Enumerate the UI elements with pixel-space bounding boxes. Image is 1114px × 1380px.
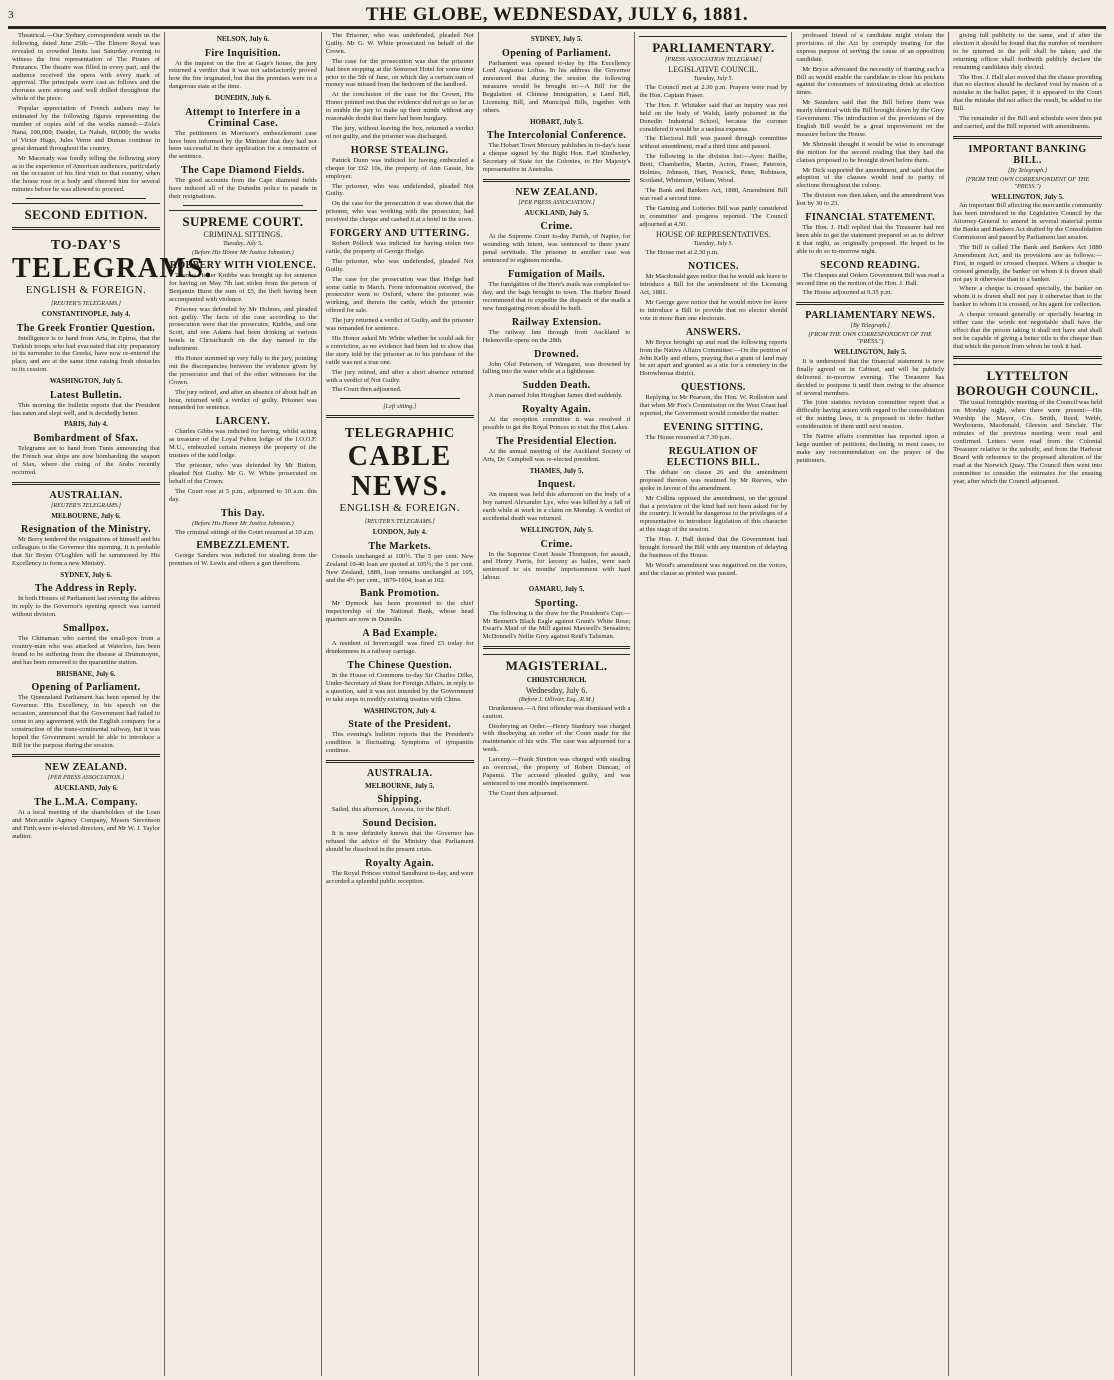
section-heading: FINANCIAL STATEMENT. xyxy=(805,212,936,224)
masthead xyxy=(8,4,1106,28)
article-paragraph: The jury returned a verdict of Guilty, and the prisoner was remanded for sentence. xyxy=(325,317,474,333)
page-number: 3 xyxy=(8,9,14,21)
article-paragraph: Mr Bryce brought up and read the following reports from the Native Affairs Committee:—On the petition of John Kelly and others, praying that a grant of land may be set apart and granted as a site for a cemetery in the Horowhenua district. xyxy=(639,338,788,378)
article-paragraph: The House resumed at 7.30 p.m. xyxy=(645,434,732,441)
article-paragraph: The prisoner, who was undefended, pleaded Not Guilty. xyxy=(325,182,474,198)
separator-rule xyxy=(340,398,460,399)
section-heading: Smallpox. xyxy=(62,622,110,634)
column-4 xyxy=(479,32,636,1376)
article-paragraph: His Honor summed up very fully to the jury, pointing out the discrepancies between the evidence given by the prosecutor and that of the other witnesses for the Crown. xyxy=(169,355,317,386)
section-title: SUPREME COURT. xyxy=(169,210,317,229)
article-paragraph: The Bill is called The Bank and Bankers Act 1880 Amendment Act, and its provisions are as follows:—First, in regard to crossed cheques. Where a cheque is crossed generally, the banker on whom it is drawn shall not pay it otherwise than to a banker. xyxy=(953,243,1102,283)
section-heading: Attempt to Interfere in a Criminal Case. xyxy=(185,106,301,129)
section-heading: The Greek Frontier Question. xyxy=(16,322,156,334)
double-rule xyxy=(483,646,631,649)
section-heading: Bombardment of Sfax. xyxy=(33,432,139,444)
article-paragraph: The Hon. F. Whitaker said that an inquiry was not held on the body of Walsh, lately poisoned in the Dunedin Industrial School, because the coroner considered it would be a useless expense. xyxy=(639,101,788,133)
article-paragraph: The division was then taken, and the amendment was lost by 30 to 23. xyxy=(796,192,945,208)
double-rule xyxy=(326,760,474,763)
separator-rule xyxy=(183,205,303,206)
article-paragraph: The Chinaman who carried the small-pox from a country-man who was attacked at Waterloo, has been found to be suffering from the disease at Drummoyne, and has been removed to the quarantine station. xyxy=(12,634,160,666)
masthead-rule xyxy=(8,28,1106,29)
article-paragraph: The Court rose at 5 p.m., adjourned to 10 a.m. this day. xyxy=(169,487,317,503)
section-heading: Latest Bulletin. xyxy=(50,389,122,401)
sub-heading: LEGISLATIVE COUNCIL. xyxy=(668,65,759,74)
article-paragraph: Intelligence is to hand from Arta, in Epirus, that the Turkish troops who had evacuated that city preparatory to its surrender to the Greeks, have now re-entered the place, and are at the same time raising fresh obstacles to its cession. xyxy=(12,334,160,374)
article-paragraph: It is now definitely known that the Governor has refused the advice of the Ministry that Parliament should be dissolved in the present crisis. xyxy=(325,830,474,854)
banner-line-1: TO-DAY'S xyxy=(50,238,122,254)
section-heading: AUSTRALIAN. xyxy=(49,489,123,501)
article-paragraph: The case for the prosecution was that the prisoner had been stopping at the Somerset Hotel for some time prior to the 5th of June, on which day a certain sum of money was missed from the bedroom of the landlord. xyxy=(325,57,474,89)
article-paragraph: In both Houses of Parliament last evening the address in reply to the Governor's opening speech was carried without division. xyxy=(12,595,160,619)
section-heading: Royalty Again. xyxy=(365,857,435,869)
article-paragraph: The petitioners in Morrison's embezzlement case have been informed by the Minister that they had not been successful in their application for a remission of the sentence. xyxy=(169,129,317,161)
byline-note: [PER PRESS ASSOCIATION.] xyxy=(47,774,125,782)
dateline: WELLINGTON, July 5. xyxy=(520,526,593,534)
article-paragraph: In the Supreme Court Jessie Thompson, for assault, and Henry Ferris, for larceny as bailee, were each sentenced to six months' imprisonment with hard labour. xyxy=(482,550,631,582)
double-rule xyxy=(12,482,160,485)
article-paragraph: In the House of Commons to-day Sir Charles Dilke, Under-Secretary of State for Foreign Affairs, in reply to a question, said it was not intended by the Government to take steps to modify existing treaties with China. xyxy=(325,672,474,703)
section-heading: Crime. xyxy=(540,538,573,550)
section-heading: NEW ZEALAND. xyxy=(515,186,598,198)
article-paragraph: At the annual meeting of the Auckland Society of Arts, Dr. Campbell was re-elected president. xyxy=(482,448,631,463)
section-heading: Opening of Parliament. xyxy=(502,47,612,59)
article-paragraph: The Cheques and Orders Government Bill was read a second time on the motion of the Hon. J. Hall. xyxy=(796,271,945,287)
rule xyxy=(953,356,1102,359)
article-paragraph: Popular appreciation of French authors may be estimated by the following figures representing the number of copies sold of the works named:—Zola's Nana, 100,000; Daudet, Le Nabab, 60,000; the works of Victor Hugo, Jules Verne and Dumas continue in great demand throughout the country. xyxy=(12,105,160,152)
section-heading: Drowned. xyxy=(534,348,580,360)
section-heading: The Intercolonial Conference. xyxy=(486,130,627,142)
dateline: PARIS, July 4. xyxy=(64,420,108,429)
byline-note: [REUTER'S TELEGRAMS.] xyxy=(50,501,122,509)
article-paragraph: The Hon. J. Hall replied that the Treasurer had not been able to get the statement prepared so as to deliver it that night, as originally proposed. He hoped to be able to do so to-morrow night. xyxy=(796,224,945,255)
article-paragraph: George Sanders was indicted for stealing from the premises of W. Lewis and others a gun therefrom. xyxy=(169,552,317,568)
dateline: HOBART, July 5. xyxy=(530,117,584,126)
section-heading: QUESTIONS. xyxy=(680,382,746,394)
dateline: AUCKLAND, July 5. xyxy=(524,208,589,217)
dateline: WASHINGTON, July 5. xyxy=(49,377,123,386)
article-paragraph: The good accounts from the Cape diamond fields have induced all of the Dunedin police to parade in their resignations. xyxy=(169,177,317,201)
section-heading: This Day. xyxy=(220,507,265,519)
section-heading: The L.M.A. Company. xyxy=(34,796,138,808)
article-paragraph: At the reception committee it was resolved if possible to get the Royal Princes to visit the Hot Lakes. xyxy=(482,416,631,432)
article-paragraph: A man named John Houghan James died suddenly. xyxy=(488,392,623,400)
article-paragraph: Charles Gibbs was indicted for having, whilst acting as treasurer of the Loyal Felton lodge of the I.O.O.F. M.U., embezzled certain moneys the property of the trustees of the said lodge. xyxy=(169,428,317,460)
article-paragraph: The criminal sittings of the Court resumed at 10 a.m. xyxy=(175,528,315,536)
dateline: MELBOURNE, July 5. xyxy=(365,781,435,790)
article-paragraph: The prisoner, who was defended by Mr Button, pleaded Not Guilty. Mr G. W. White prosecuted on behalf of the Crown. xyxy=(169,462,317,485)
column-3 xyxy=(322,32,479,1376)
section-heading: PARLIAMENTARY NEWS. xyxy=(805,310,936,322)
section-heading: Opening of Parliament. xyxy=(31,682,141,694)
byline-note: Tuesday, July 5. xyxy=(693,75,734,82)
dateline: LONDON, July 4. xyxy=(372,528,427,537)
double-rule xyxy=(326,415,474,418)
article-paragraph: Mr Dick supported the amendment, and said that the adoption of the clauses would tend to purity of elections throughout the colony. xyxy=(796,166,945,190)
dateline: MELBOURNE, July 6. xyxy=(51,511,121,520)
double-rule xyxy=(483,179,631,182)
column-2 xyxy=(165,32,322,1376)
dateline: SYDNEY, July 6. xyxy=(60,570,112,579)
article-paragraph: The jury, without leaving the box, returned a verdict of not guilty, and the prisoner was discharged. xyxy=(325,124,474,140)
article-paragraph: Mr Saunders said that the Bill before them was nearly identical with the Bill brought down by the Grey Government. The introduction of the provisions of the English Bill would be a great improvement on the measure before the House. xyxy=(796,99,945,138)
section-heading: AUSTRALIA. xyxy=(367,767,433,779)
section-heading: The Presidential Election. xyxy=(496,436,617,448)
article-paragraph: The jury retired, and after an absence of about half an hour, returned with a verdict of guilty. Prisoner was remanded for sentence. xyxy=(169,388,317,412)
dateline: WELLINGTON, July 5. xyxy=(833,348,907,357)
article-paragraph: It is understood that the financial statement is now finally agreed on in Cabinet, and will be publicly delivered to-morrow evening. The Treasurer has decided to postpone it until then owing to the absence of several members. xyxy=(796,357,945,397)
section-heading: FORGERY AND UTTERING. xyxy=(329,228,470,240)
byline-note: (Before His Honor Mr Justice Johnston.) xyxy=(192,248,294,256)
dateline: CHRISTCHURCH. xyxy=(526,676,587,685)
article-paragraph: Patrick Dunn was indicted for having embezzled a cheque for £62 10s, the property of Ann Gassie, his employer. xyxy=(325,156,474,180)
article-paragraph: Theatrical.—Our Sydney correspondent sends us the following, dated June 25th:—The Elmore Royal was revealed to crowded limits last Saturday evening to witness the first representation of The Pirates of Penzance. The theatre was filled in every part, and the audience received the opera with every mark of approval. The principals were cast as follows and the choruses were strong and well drilled throughout the whole of the piece. xyxy=(12,32,160,103)
article-paragraph: Prisoner was defended by Mr Holmes, and pleaded not guilty. The facts of the case according to the prosecution were that the prosecutor, Knibbs, and one Scott, and one Adams had been drinking at various hotels in Christchurch on the day named in the indictment. xyxy=(169,305,317,353)
banner-line-2: CABLE NEWS. xyxy=(347,441,452,503)
section-heading: NEW ZEALAND. xyxy=(44,762,128,774)
column-6 xyxy=(792,32,949,1376)
section-heading: Fumigation of Mails. xyxy=(507,269,606,281)
section-heading: Fire Inquisition. xyxy=(204,47,281,59)
section-heading: LARCENY. xyxy=(215,416,271,428)
article-paragraph: giving full publicity to the same, and if after the election it should be found that the number of members to be returned to the poll shall be taken, and the returning officer shall forthwith publicly declare the remaining candidates duly elected. xyxy=(953,32,1102,71)
dateline: WASHINGTON, July 4. xyxy=(363,706,436,715)
article-paragraph: An important Bill affecting the mercantile community has been introduced in the Legislative Council by the Attorney-General to amend in several material points the Banks and Bankers Act drafted by the Consolidation Commission and passed by Parliament last session. xyxy=(953,202,1102,241)
section-heading: EMBEZZLEMENT. xyxy=(196,540,290,552)
section-heading: Inquest. xyxy=(537,479,576,491)
banner-line-3: ENGLISH & FOREIGN. xyxy=(339,502,460,515)
section-heading: ANSWERS. xyxy=(685,326,741,338)
masthead-title: THE GLOBE, WEDNESDAY, JULY 6, 1881. xyxy=(365,4,749,25)
section-heading: Royalty Again. xyxy=(522,404,592,416)
byline-note: (FROM THE OWN CORRESPONDENT OF THE "PRESS.") xyxy=(808,331,932,346)
article-paragraph: Telegrams are to hand from Tunis announcing that the French war ships are now bombarding the seaport of Sfax, where the rising of the Arabs recently occurred. xyxy=(12,444,160,476)
section-heading: IMPORTANT BANKING BILL. xyxy=(968,143,1087,166)
section-heading: The Cape Diamond Fields. xyxy=(181,165,305,177)
column-5 xyxy=(635,32,792,1376)
article-paragraph: Mr Dymock has been promoted to the chief inspectorship of the National Bank, whose head quarters are now in Dunedin. xyxy=(325,600,474,624)
section-heading: State of the President. xyxy=(348,719,452,731)
article-paragraph: At the conclusion of the case for the Crown, His Honor pointed out that the evidence did not go so far as to enable the jury to make up their minds without any reasonable doubt that there had been burglary. xyxy=(325,91,474,123)
article-paragraph: The Council met at 2.30 p.m. Prayers were read by the Hon. Captain Fraser. xyxy=(639,84,788,99)
lyttelton-heading: LYTTELTON BOROUGH COUNCIL. xyxy=(953,364,1102,398)
lyttelton-body: The usual fortnightly meeting of the Council was held on Monday night, when there were present:—His Worship the Mayor, Crs. Smith, Reed, Webb, Weybourne, Macdonald, Gleeson and Sinclair. The minutes of the previous meeting were read and confirmed. Letters were read from the Colonial Treasurer relative to the subsidy, and from the Harbour Board with reference to the proposed alteration of the road at the Norwich Quay. The Council then went into committee to consider the estimates for the ensuing year, after which the Council adjourned. xyxy=(953,398,1102,485)
article-paragraph: An inquest was held this afternoon on the body of a boy named Alexander Lye, who was killed by a fall of earth while at work in a claim on Monday. A verdict of accidental death was returned. xyxy=(482,491,631,523)
dateline: WELLINGTON, July 5. xyxy=(991,192,1064,201)
article-paragraph: At the inquest on the fire at Gage's house, the jury returned a verdict that it was not satisfactorily proved how the fire originated, but that the premises were in a dangerous state at the time. xyxy=(169,59,317,91)
article-paragraph: The Hon. J. Hall denied that the Government had brought forward the Bill with any intention of delaying the business of the House. xyxy=(639,536,788,559)
article-paragraph: The Queensland Parliament has been opened by the Governor. His Excellency, in his speech on the occasion, announced that the Government had failed to come to any agreement with the English company for a construction of the trans-continental railway, but it was hoped the Government would be able to introduce a Bill for the purpose during the session. xyxy=(12,694,160,749)
article-paragraph: On the case for the prosecution it was shown that the prisoner, who was working with the prosecutor, had received the cheque and cashed it at a hotel in the town. xyxy=(325,200,474,224)
article-paragraph: The Bank and Bankers Act, 1880, Amendment Bill was read a second time. xyxy=(639,186,788,202)
section-heading: Bank Promotion. xyxy=(360,588,440,600)
sub-heading: CRIMINAL SITTINGS. xyxy=(203,229,283,239)
article-paragraph: Sailed, this afternoon, Arawata, for the Bluff. xyxy=(331,806,452,814)
article-paragraph: The following is the division list:—Ayes: Baillie, Brett, Chamberlin, Martin, Acton, Fraser, Paterson, Holmes, Johnson, Hart, Peacock, Peter, Robinson, Scotland, Whitmore, Wilson, Wood. xyxy=(639,153,788,184)
article-paragraph: The Prisoner, who was undefended, pleaded Not Guilty. Mr G. W. White prosecuted on behalf of the Crown. xyxy=(325,32,474,55)
section-heading: Sudden Death. xyxy=(522,380,591,392)
article-paragraph: The Gaming and Lotteries Bill was partly considered in committee and progress reported. The Council adjourned at 4.50. xyxy=(639,204,788,228)
byline-note: Tuesday, July 5. xyxy=(693,240,734,248)
dateline: BRISBANE, July 6. xyxy=(56,669,116,678)
telegram-banner xyxy=(12,235,213,300)
article-paragraph: The jury retired, and after a short absence returned with a verdict of Not Guilty. xyxy=(325,368,474,384)
byline-note: [By Telegraph.] xyxy=(1007,166,1048,174)
section-heading: Resignation of the Ministry. xyxy=(20,524,152,536)
section-title: PARLIAMENTARY. xyxy=(639,36,787,55)
sub-heading: HOUSE OF REPRESENTATIVES. xyxy=(656,230,771,240)
double-rule xyxy=(953,136,1102,139)
article-paragraph: Robert Pollock was indicted for having stolen two cattle, the property of George Hodge. xyxy=(325,240,474,255)
double-rule xyxy=(796,302,944,305)
byline-note: Tuesday, July 5. xyxy=(223,239,263,247)
article-paragraph: professed friend of a candidate might violate the provisions of the Act by corruptly treating for the express purpose of serving the cause of an opposition candidate. xyxy=(796,32,945,63)
article-paragraph: Mr Collins opposed the amendment, on the ground that a provision of the kind had not been asked for by the country. It would be dangerous to the privileges of a representative to introduce legislation of this character at this stage of the session. xyxy=(639,494,788,534)
article-paragraph: Where a cheque is crossed specially, the banker on whom it is drawn shall not pay it otherwise than to the banker to whom it is crossed, or his agent for collection. xyxy=(953,285,1102,309)
section-heading: Sound Decision. xyxy=(362,818,437,830)
banner-line-2: TELEGRAMS. xyxy=(12,253,213,285)
article-paragraph: The joint statutes revision committee report that a difficulty having arisen with regard to the consolidation of the mining laws, it is proposed to defer further consideration of them until next session. xyxy=(796,399,945,431)
section-heading: A Bad Example. xyxy=(362,628,438,640)
section-heading: The Chinese Question. xyxy=(347,660,453,671)
article-paragraph: The Hon. J. Hall also moved that the clause providing that no election should be declared void by reason of a mistake in the ballot paper, if it appeared to the Court that the mistake did not affect the result, be added to the Bill. xyxy=(953,73,1102,113)
article-paragraph: This morning the bulletin reports that the President has eaten and slept well, and is decidedly better. xyxy=(12,401,160,417)
byline-note: [REUTER'S TELEGRAMS.] xyxy=(50,300,122,308)
article-paragraph: The Court then adjourned. xyxy=(488,789,559,797)
article-paragraph: Mr Shrimski thought it would be wise to encourage the motion for the second reading that they had the clauses proposed to be brought down before them. xyxy=(796,140,945,164)
telegram-banner xyxy=(326,423,474,518)
section-heading: REGULATION OF ELECTIONS BILL. xyxy=(666,445,761,468)
article-paragraph: The House met at 2.30 p.m. xyxy=(645,249,719,257)
dateline: THAMES, July 5. xyxy=(529,466,584,475)
banner-line-3: ENGLISH & FOREIGN. xyxy=(25,284,147,297)
article-paragraph: Disobeying an Order.—Henry Stanbury was charged with disobeying an order of the Court made for the maintenance of his wife. The case was adjourned for a week. xyxy=(482,722,631,754)
column-7 xyxy=(949,32,1106,1376)
section-heading: The Address in Reply. xyxy=(34,583,138,595)
article-paragraph: The Hobart Town Mercury publishes in to-day's issue a cheque signed by the Right Hon. Earl Kimberley, Secretary of State for the Colonies, to Her Majesty's representative in Australia. xyxy=(482,142,631,174)
section-heading: SECOND READING. xyxy=(820,259,921,271)
column-1 xyxy=(8,32,213,1376)
article-paragraph: Parliament was opened to-day by His Excellency Lord Augustus Loftus. In his address the Governor announced that during the session the following measures would be brought in:—A Bill for the Regulation of Chinese Immigration, a Land Bill, Licensing Bill, and Municipal Bills, together with others. xyxy=(482,59,631,114)
article-paragraph: The fumigation of the Here's mails was completed to-day, and the bags brought to town. The Harbor Board recommend that to expedite the dispatch of the mails a new fumigating room should be built. xyxy=(482,281,631,312)
dateline: CONSTANTINOPLE, July 4. xyxy=(41,310,131,319)
article-paragraph: The Royal Princes visited Sandhurst to-day, and were accorded a splendid public reception. xyxy=(325,869,474,885)
double-rule xyxy=(12,754,160,757)
dateline: NELSON, July 6. xyxy=(216,35,269,43)
byline-note: [PER PRESS ASSOCIATION.] xyxy=(518,198,595,206)
article-paragraph: Mr Wood's amendment was negatived on the voices, and the clause as printed was passed. xyxy=(639,561,788,577)
dateline: AUCKLAND, July 6. xyxy=(54,784,118,793)
article-paragraph: Replying to Mr Pearson, the Hon. W. Rolleston said that when Mr Fox's Commission on the West Coast had reported, the Government would consider the matter. xyxy=(639,394,788,418)
article-paragraph: Larceny.—Frank Stretton was charged with stealing an overcoat, the property of Robert Duncan, of Papanui. The accused pleaded guilty, and was sentenced to one month's imprisonment. xyxy=(482,756,631,787)
byline-note: (Before J. Ollivier, Esq., R.M.) xyxy=(518,695,595,703)
article-paragraph: At the Supreme Court to-day Parish, of Napier, for wounding with intent, was sentenced to three years' penal servitude. The prisoner in another case was sentenced to eighteen months. xyxy=(482,233,631,265)
section-heading: EVENING SITTING. xyxy=(663,422,764,433)
article-paragraph: His Honor asked Mr White whether he could ask for a conviction, as no evidence had been led to show that the story told by the prisoner as to his purchase of the cattle was not a true one. xyxy=(325,335,474,366)
sub-heading: Wednesday, July 6. xyxy=(525,685,588,695)
dateline: OAMARU, July 5. xyxy=(528,585,585,594)
article-paragraph: A cheque crossed generally or specially bearing in either case the words not negotiable shall have the effect that the person taking it shall not have and shall not be capable of giving a better title to the cheque than that which the person from whom he took it had. xyxy=(953,311,1102,350)
article-paragraph: John Olof Peterson, of Wangarei, was drowned by falling into the water while at a lighthouse. xyxy=(482,360,631,376)
section-heading: ROBBERY WITH VIOLENCE. xyxy=(169,259,317,271)
byline-note: [By Telegraph.] xyxy=(850,322,890,330)
columns xyxy=(8,32,1106,1376)
article-paragraph: The debate on clause 26 and the amendment proposed thereon was resumed by Mr Reeves, who spoke in favour of the amendment. xyxy=(639,468,788,492)
section-heading: The Markets. xyxy=(368,540,432,552)
article-paragraph: Mr Macdonald gave notice that he would ask leave to introduce a Bill for the amendment of the Licensing Act, 1881. xyxy=(639,273,788,297)
article-paragraph: The prisoner, who was undefended, pleaded Not Guilty. xyxy=(325,257,474,273)
byline-note: [REUTER'S TELEGRAMS.] xyxy=(364,518,435,526)
article-paragraph: The railway line through from Auckland to Helensville opens on the 28th. xyxy=(482,328,631,344)
article-paragraph: The House adjourned at 9.35 p.m. xyxy=(802,289,893,297)
section-heading: HORSE STEALING. xyxy=(350,144,449,156)
article-paragraph: Mr Macready was fondly telling the following story as to the experience of American audiences, particularly on the occasion of his first visit to that country, when the house rose in a body and cheered him for several minutes before he was allowed to proceed. xyxy=(12,154,160,194)
article-paragraph: The remainder of the Bill and schedule were then put and carried, and the Bill reported with amendments. xyxy=(953,115,1102,130)
article-paragraph: The Native affairs committee has reported upon a large number of petitions, declining, in most cases, to make any recommendation on the prayer of the petitioners. xyxy=(796,433,945,464)
article-paragraph: Consols unchanged at 100½. The 5 per cent. New Zealand 10-40 loan are quoted at 105½; the 5 per cent. New Zealand, 1889, loan remains unchanged at 105, and the 4½ per cent., 1879-1904, loan at 102. xyxy=(325,552,474,584)
dateline: DUNEDIN, July 6. xyxy=(214,94,271,103)
byline-note: [PRESS ASSOCIATION TELEGRAM.] xyxy=(665,56,762,63)
article-paragraph: Mr George gave notice that he would move for leave to introduce a Bill to provide that no elector should vote in more than one electorate. xyxy=(639,299,788,322)
article-paragraph: Mr Bryce advocated the necessity of framing such a Bill as would enable the candidate to close his pockets against the consumers of intoxicating drink at election times. xyxy=(796,65,945,97)
article-paragraph: The case for the prosecution was that Hodge had some cattle in March. From information received, the prosecutor went to Oxford, where the prisoner was working, and therein the cattle, which the prisoner offered for sale. xyxy=(325,275,474,315)
section-heading: NOTICES. xyxy=(688,261,739,273)
separator-rule xyxy=(26,198,146,199)
banner-line-1: TELEGRAPHIC xyxy=(344,426,455,442)
section-heading: Crime. xyxy=(540,221,573,233)
article-paragraph: A resident of Invercargill was fined £5 today for drunkenness in a railway carriage. xyxy=(325,640,474,656)
byline-note: [Left sitting.] xyxy=(383,403,417,411)
section-title: SECOND EDITION. xyxy=(12,203,160,222)
section-title: MAGISTERIAL. xyxy=(483,654,631,673)
section-heading: Railway Extension. xyxy=(511,316,602,328)
article-paragraph: The following is the draw for the President's Cup:—Mr Bennett's Black Eagle against Grant's White Rose; Ewart's Maid of the Mill against Maxwell's Sensation; McDonnell's Nellie Grey against Reid's Talisman. xyxy=(482,609,631,641)
section-heading: Shipping. xyxy=(377,794,422,806)
article-paragraph: Thomas Hester Knibbs was brought up for sentence for having on May 7th last stolen from the person of Benjamin Hurst the sum of £5, the theft having been accompanied with violence. xyxy=(169,271,317,303)
article-paragraph: Drunkenness.—A first offender was dismissed with a caution. xyxy=(482,704,631,720)
article-paragraph: Mr Berry tendered the resignations of himself and his colleagues to the Governor this morning. It is probable that Sir Bryan O'Loghlen will be summoned by His Excellency to form a new Ministry. xyxy=(12,536,160,567)
article-paragraph: This evening's bulletin reports that the President's condition is fluctuating. Symptoms of tympanitis continue. xyxy=(325,731,474,754)
dateline: SYDNEY, July 5. xyxy=(530,35,583,43)
section-heading: Sporting. xyxy=(534,597,579,609)
article-paragraph: The Court then adjourned. xyxy=(331,386,402,394)
article-paragraph: The Electoral Bill was passed through committee without amendment, read a third time and passed. xyxy=(639,135,788,151)
byline-note: (FROM THE OWN CORRESPONDENT OF THE "PRESS.") xyxy=(965,175,1090,190)
article-paragraph: At a local meeting of the shareholders of the Loan and Mercantile Agency Company, Messrs Stevenson and Firth were re-elected directors, and Mr W. J. Taylor auditor. xyxy=(12,808,160,840)
byline-note: (Before His Honor Mr Justice Johnston.) xyxy=(192,519,294,527)
double-rule xyxy=(12,227,160,230)
